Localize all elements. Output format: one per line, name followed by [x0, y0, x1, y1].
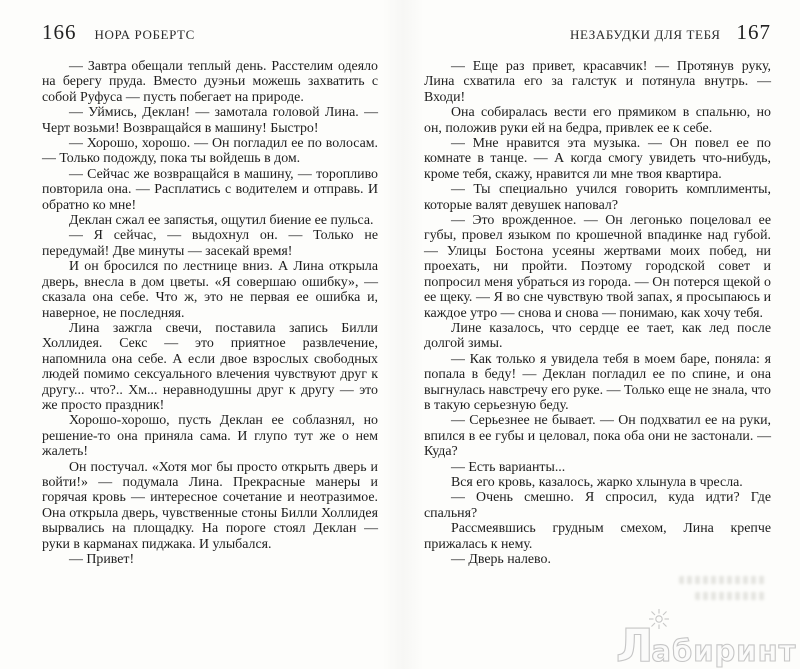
bleed-through-line: [679, 576, 767, 584]
paragraph: Она собиралась вести его прямиком в спальню, но он, положив руки ей на бедра, привлек ее к себе.: [424, 105, 771, 136]
paragraph: — Сейчас же возвращайся в машину, — торопливо повторила она. — Расплатись с водителем и отправь. И обратно ко мне!: [42, 166, 378, 213]
paragraph: Лине казалось, что сердце ее тает, как лед после долгой зимы.: [424, 320, 771, 352]
gutter-shadow: [382, 0, 424, 669]
left-page-header: [42, 20, 378, 44]
paragraph: — Серьезнее не бывает. — Он подхватил ее на руки, впился в ее губы и целовал, пока оба они не застонали. — Куда?: [424, 413, 771, 460]
paragraph: Рассмеявшись грудным смехом, Лина крепче прижалась к нему.: [424, 521, 771, 552]
watermark-rest: абиринт: [651, 633, 797, 668]
paragraph: — Еще раз привет, красавчик! — Протянув руку, Лина схватила его за галстук и потянула внутрь. — Входи!: [424, 59, 771, 105]
paragraph: — Хорошо, хорошо. — Он погладил ее по волосам. — Только подожду, пока ты войдешь в дом.: [42, 136, 378, 167]
paragraph: — Как только я увидела тебя в моем баре, поняла: я попала в беду! — Деклан погладил ее по спине, и она выгнулась навстречу его руке. — Только еще не знала, что в такую серьезную беду.: [424, 351, 771, 413]
paragraph: — Есть варианты...: [451, 459, 566, 475]
watermark-first-letter: Л: [616, 618, 655, 672]
paragraph: И он бросился по лестнице вниз. А Лина открыла дверь, внесла в дом цветы. «Я совершаю ошибку», — сказала она себе. Что ж, это не первая ее ошибка и, наверное, не последняя.: [42, 259, 378, 321]
paragraph: Лина зажгла свечи, поставила запись Билли Холлидея. Секс — это приятное развлечение, напомнила она себе. А если двое взрослых свободных людей помимо сексуального влечения чувствуют друг к другу... что?.. Хм... неравнодушны друг к другу — это же просто праздник!: [42, 320, 378, 413]
paragraph: — Это врожденное. — Он легонько поцеловал ее губы, провел языком по крошечной впадинке над губой. — Улицы Бостона усеяны жертвами моих побед, ни проехать, ни пройти. Поэтому городской совет и попросил меня убраться из города. — Он потерся щекой о ее щеку. — Я во сне чувствую твой запах, я просыпаюсь и каждое утро — снова и снова — понимаю, как хочу тебя.: [424, 213, 771, 321]
running-title-left: НОРА РОБЕРТС: [94, 27, 195, 42]
page-number-right: 167: [736, 20, 771, 44]
right-page-header: [424, 20, 771, 44]
bleed-through-line: [695, 592, 767, 600]
paragraph: Он постучал. «Хотя мог бы просто открыть дверь и войти!» — подумала Лина. Прекрасные манеры и горячая кровь — интересное сочетание и неотразимое. Она открыла дверь, чувственные стоны Билли Холлидея вырвались на площадку. На пороге стоял Деклан — руки в карманах пиджака. И улыбался.: [42, 459, 378, 552]
paragraph: Хорошо-хорошо, пусть Деклан ее соблазнял, но решение-то она приняла сама. И глупо тут же о нем жалеть!: [42, 413, 378, 460]
page-body-right: [424, 59, 771, 567]
left-page: [42, 20, 378, 567]
sun-icon: [646, 607, 672, 631]
paragraph: — Я сейчас, — выдохнул он. — Только не передумай! Две минуты — засекай время!: [42, 228, 378, 259]
paragraph: Вся его кровь, казалось, жарко хлынула в чресла.: [451, 474, 743, 490]
paragraph: — Дверь налево.: [451, 552, 551, 567]
labirint-watermark: [616, 610, 797, 672]
running-title-right: НЕЗАБУДКИ ДЛЯ ТЕБЯ: [570, 27, 721, 42]
paragraph: — Завтра обещали теплый день. Расстелим одеяло на берегу пруда. Вместо дуэньи можешь захватить с собой Руфуса — пусть побегает на природе.: [42, 59, 378, 105]
page-number-left: 166: [42, 20, 77, 44]
paragraph: Деклан сжал ее запястья, ощутил биение ее пульса.: [69, 213, 374, 229]
paragraph: — Привет!: [69, 552, 135, 567]
page-body-left: [42, 59, 378, 567]
paragraph: — Ты специально учился говорить комплименты, которые валят девушек наповал?: [424, 182, 771, 213]
paragraph: — Уймись, Деклан! — замотала головой Лина. — Черт возьми! Возвращайся в машину! Быстро!: [42, 105, 378, 136]
right-page: [424, 20, 771, 567]
paragraph: — Очень смешно. Я спросил, куда идти? Где спальня?: [424, 490, 771, 521]
paragraph: — Мне нравится эта музыка. — Он повел ее по комнате в танце. — А когда смогу увидеть что-нибудь, кроме тебя, скажу, нравится ли мне твоя квартира.: [424, 136, 771, 182]
